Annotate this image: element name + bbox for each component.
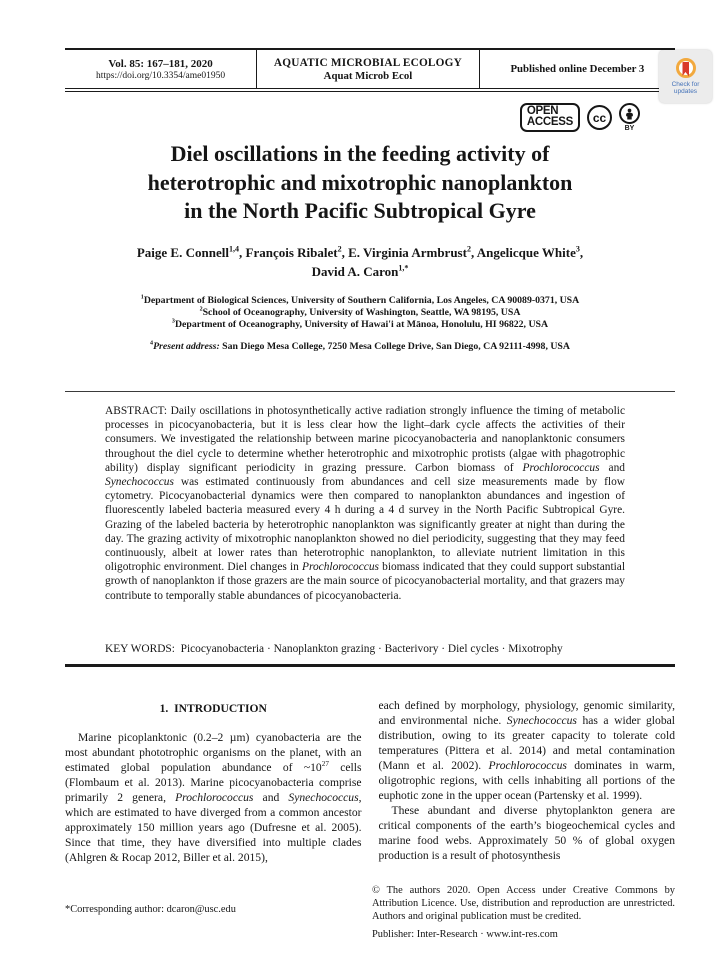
creative-commons-icon: cc xyxy=(587,105,612,130)
header-published-cell xyxy=(480,50,675,88)
publisher-label: Publisher: Inter-Research · xyxy=(372,929,487,940)
abstract-paragraph: ABSTRACT: Daily oscillations in photosynthetically active radiation strongly influence the timing of metabolic processes in picocyanobacteria, but it is less clear how the light–dark cycle affects the activities of their consumers. We investigated the relationship between marine picocyanobacteria and nanoplanktonic consumers throughout the diel cycle to determine whether heterotrophic and mixotrophic protists (algae with phagotrophic ability) display significant periodicity in grazing pressure. Carbon biomass of Prochlorococcus and Synechococcus was estimated continuously from abundances and cell size measurements made by flow cytometry. Picocyanobacterial dynamics were then compared to nanoplankton abundances and ingestion of fluorescently labeled bacteria measured every 4 h during a 4 d survey in the North Pacific Subtropical Gyre. Grazing of the labeled bacteria by heterotrophic nanoplankton was significantly greater at night than during the day. The grazing activity of mixotrophic nanoplankton showed no diel periodicity, suggesting that they may feed continuously, albeit at lower rates than heterotrophic nanoplankton, to alleviate nutrient limitation in this oligotrophic environment. Diel changes in Prochlorococcus biomass indicated that they could support substantial growth of nanoplankton if those grazers are the main source of picocyanobacterial mortality, and that grazers may contribute to temporally stable abundances of picocyanobacteria. xyxy=(105,405,625,602)
affiliation-1: $^1$Department of Biological Sciences, University of Southern California, Los Angeles, CA 90089-0371, USA xyxy=(140,294,580,306)
intro-right-paragraph-1: each defined by morphology, physiology, genomic similarity, and environmental niche. Synechococcus has a wider global distribution, owing to its greater capacity to tolerate cold temperatures (Pittera et al. 2014) and metal contamination (Mann et al. 2002). Prochlorococcus dominates in warm, oligotrophic regions, with cells inhabiting all portions of the euphotic zone in the upper ocean (Partensky et al. 1999). xyxy=(378,699,675,802)
license-footer xyxy=(372,884,675,941)
published-date: Published online December 3 xyxy=(510,63,645,75)
title-line-3: in the North Pacific Subtropical Gyre xyxy=(184,198,536,223)
license-logos-row xyxy=(65,103,675,132)
publisher-website-link[interactable]: www.int-res.com xyxy=(486,929,558,940)
affiliations xyxy=(40,295,680,331)
open-access-line2: ACCESS xyxy=(526,116,573,128)
volume-text: Vol. 85: 167–181, 2020 xyxy=(108,57,213,70)
corresponding-author-footnote xyxy=(65,904,365,915)
present-address: $^4$Present address: San Diego Mesa College, 7250 Mesa College Drive, San Diego, CA 92111-4998, USA xyxy=(150,340,570,352)
introduction-heading: 1. INTRODUCTION xyxy=(159,702,267,715)
authors-line-1: Paige E. Connell$^{1,4}$, François Ribalet$^2$, E. Virginia Armbrust$^2$, Angelicque White$^3$, xyxy=(136,244,584,260)
affiliation-3: $^3$Department of Oceanography, University of Hawai'i at Mānoa, Honolulu, HI 96822, USA xyxy=(171,318,549,330)
cc-by-badge xyxy=(619,103,640,132)
article-title xyxy=(40,140,680,226)
journal-abbrev: Aquat Microb Ecol xyxy=(323,69,413,82)
abstract-top-rule xyxy=(65,391,675,392)
check-for-updates-label: Check for updates xyxy=(671,80,700,95)
section-divider-rule xyxy=(65,664,675,667)
bookmark-icon xyxy=(682,62,689,77)
attribution-person-icon xyxy=(619,103,640,124)
copyright-notice: © The authors 2020. Open Access under Creative Commons by Attribution Licence. Use, distribution and reproduction are unrestricted. Authors and original publication must be credited. xyxy=(372,885,675,922)
header-journal-cell xyxy=(257,50,480,88)
intro-right-paragraph-2: These abundant and diverse phytoplankton genera are critical components of the earth’s biogeochemical cycles and marine food webs. Approximately 50 % of global oxygen production is a result of photosynthesis xyxy=(378,804,675,862)
header-volume-cell xyxy=(65,50,257,88)
title-line-2: heterotrophic and mixotrophic nanoplankton xyxy=(147,169,573,195)
right-column xyxy=(379,698,676,865)
authors-line-2: David A. Caron$^{1,*}$ xyxy=(311,263,409,279)
corresponding-author-email-link[interactable]: dcaron@usc.edu xyxy=(166,904,236,915)
open-access-icon xyxy=(520,103,580,132)
by-label: BY xyxy=(624,125,635,132)
left-column xyxy=(65,698,362,865)
journal-header-bar xyxy=(65,48,675,92)
two-column-body xyxy=(65,698,675,865)
check-for-updates-icon xyxy=(676,58,696,78)
open-access-line1: OPEN xyxy=(526,105,559,118)
affiliation-2: $^2$School of Oceanography, University of Washington, Seattle, WA 98195, USA xyxy=(199,306,521,318)
title-line-1: Diel oscillations in the feeding activity of xyxy=(170,141,550,166)
publisher-line xyxy=(372,928,675,941)
doi-link[interactable]: https://doi.org/10.3354/ame01950 xyxy=(96,70,226,81)
corresponding-author-label: *Corresponding author: xyxy=(65,904,167,915)
check-for-updates-button[interactable] xyxy=(659,50,712,103)
intro-left-paragraph: Marine picoplanktonic (0.2–2 µm) cyanobacteria are the most abundant phototrophic organisms on the planet, with an estimated global population abundance of $\sim 10^{27}$ cells (Flombaum et al. 2013). Marine picocyanobacteria comprise primarily 2 genera, Prochlorococcus and Synechococcus, which are estimated to have diverged from a common ancestor approximately 150 million years ago (Dufresne et al. 2005). Since that time, they have diversified into multiple clades (Ahlgren & Rocap 2012, Biller et al. 2015), xyxy=(65,731,362,864)
keywords-line: KEY WORDS: Picocyanobacteria · Nanoplankton grazing · Bacterivory · Diel cycles · Mixotrophy xyxy=(105,643,563,655)
author-list xyxy=(40,243,680,281)
journal-name: AQUATIC MICROBIAL ECOLOGY xyxy=(273,56,462,69)
